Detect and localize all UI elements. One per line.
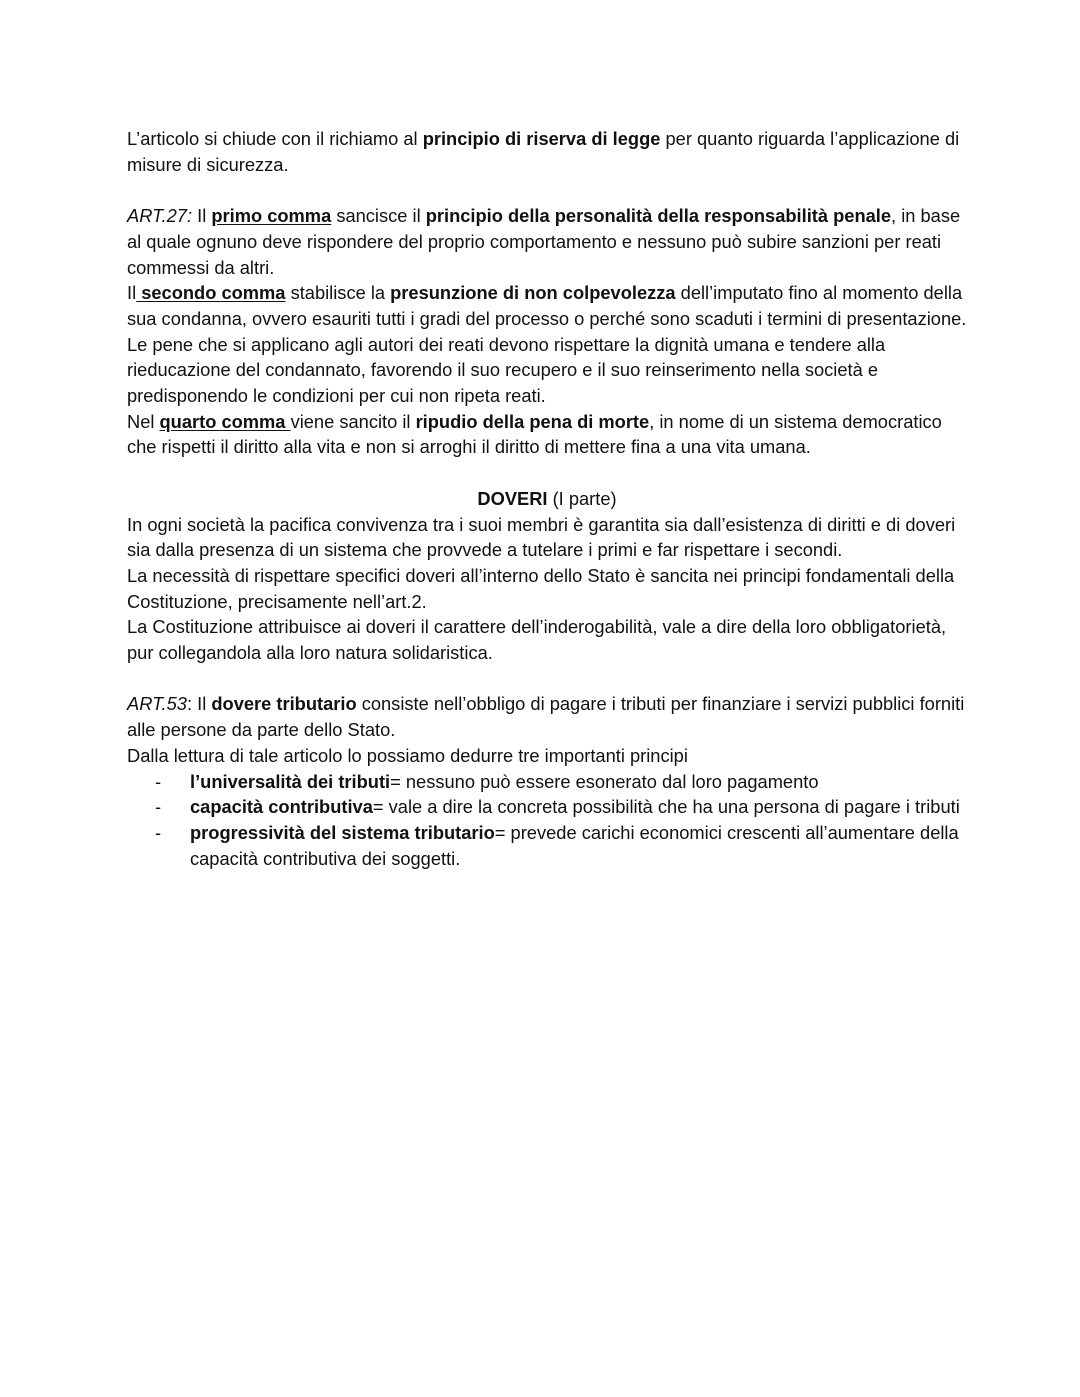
list-item: - capacità contributiva= vale a dire la concreta possibilità che ha una persona di pagare i tributi <box>127 794 967 820</box>
doveri-paragraph-1: In ogni società la pacifica convivenza tra i suoi membri è garantita sia dall’esistenza di diritti e di doveri sia dalla presenza di un sistema che provvede a tutelare i primi e far rispettare i secondi. <box>127 513 956 561</box>
spacer <box>127 666 967 692</box>
art27-paragraph-4: Nel quarto comma viene sancito il ripudio della pena di morte, in nome di un sistema democratico che rispetti il diritto alla vita e non si arroghi il diritto di mettere fina a una vita umana. <box>127 410 942 458</box>
dash-bullet: - <box>155 821 162 843</box>
dash-bullet: - <box>155 796 162 818</box>
document-page <box>127 126 967 871</box>
underlined-term: secondo comma <box>136 282 286 304</box>
bold-phrase: ripudio della pena di morte <box>415 410 650 432</box>
art27-paragraph-3: Le pene che si applicano agli autori dei reati devono rispettare la dignità umana e tendere alla rieducazione del condannato, favorendo il suo recupero e il suo reinserimento nella società e predisponendo le condizioni per cui non ripeta reati. <box>127 333 886 407</box>
spacer <box>127 177 967 203</box>
art27-paragraph-1: ART.27: Il primo comma sancisce il principio della personalità della responsabilità penale, in base al quale ognuno deve rispondere del proprio comportamento e nessuno può subire sanzioni per reati commessi da altri. <box>127 205 961 278</box>
art53-paragraph-2: Dalla lettura di tale articolo lo possiamo dedurre tre importanti principi <box>127 744 688 766</box>
bold-phrase: principio della personalità della responsabilità penale <box>425 205 892 227</box>
intro-paragraph: L’articolo si chiude con il richiamo al principio di riserva di legge per quanto riguarda l’applicazione di misure di sicurezza. <box>127 128 960 175</box>
doveri-heading: DOVERI (I parte) <box>477 487 617 509</box>
spacer <box>127 460 967 486</box>
underlined-term: quarto comma <box>159 410 291 432</box>
art27-paragraph-2: Il secondo comma stabilisce la presunzione di non colpevolezza dell’imputato fino al momento della sua condanna, ovvero esauriti tutti i gradi del processo o perché sono scaduti i termini di presentazione. <box>127 282 967 329</box>
dash-bullet: - <box>155 770 162 792</box>
list-item: - progressività del sistema tributario= prevede carichi economici crescenti all’aumentare della capacità contributiva dei soggetti. <box>155 821 959 869</box>
art53-paragraph-1: ART.53: Il dovere tributario consiste nell’obbligo di pagare i tributi per finanziare i servizi pubblici forniti alle persone da parte dello Stato. <box>127 693 965 741</box>
bold-phrase: presunzione di non colpevolezza <box>390 282 676 304</box>
bold-phrase: dovere tributario <box>211 693 357 715</box>
bold-phrase: principio di riserva di legge <box>422 128 661 149</box>
doveri-paragraph-3: La Costituzione attribuisce ai doveri il carattere dell’inderogabilità, vale a dire della loro obbligatorietà, pur collegandola alla loro natura solidaristica. <box>127 616 947 664</box>
doveri-paragraph-2: La necessità di rispettare specifici doveri all’interno dello Stato è sancita nei principi fondamentali della Costituzione, precisamente nell’art.2. <box>127 564 955 612</box>
principles-list <box>127 769 967 872</box>
art53-label: ART.53 <box>127 693 187 715</box>
list-item: - l’universalità dei tributi= nessuno può essere esonerato dal loro pagamento <box>127 769 967 795</box>
art27-label: ART.27: <box>127 205 193 227</box>
underlined-term: primo comma <box>211 205 332 227</box>
